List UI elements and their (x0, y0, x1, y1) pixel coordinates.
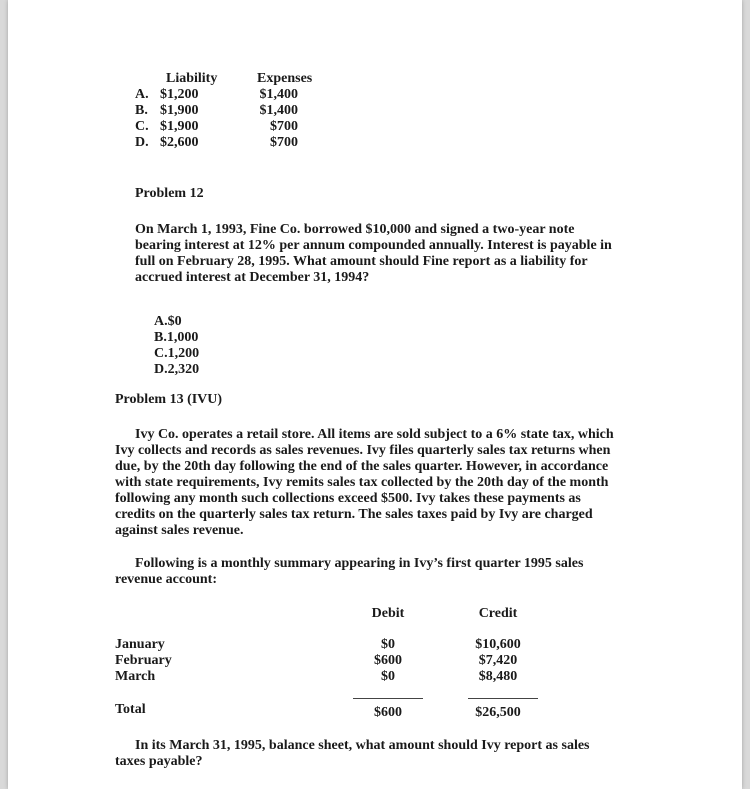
problem12-choice: D.2,320 (154, 362, 200, 377)
credit-value: $7,420 (478, 653, 518, 668)
problem12-title: Problem 12 (135, 186, 204, 201)
answer-letter: B. (135, 103, 148, 118)
problem12-choice: B.1,000 (154, 330, 199, 345)
header-liability: Liability (166, 71, 218, 86)
problem13-summary-line: revenue account: (115, 572, 217, 587)
document-page (8, 0, 742, 789)
debit-total-rule (353, 698, 423, 699)
answer-expenses: $700 (270, 135, 298, 150)
problem13-question-line: taxes payable? (115, 754, 203, 769)
answer-letter: D. (135, 135, 149, 150)
problem13-line: following any month such collections exceed $500. Ivy takes these payments as (115, 491, 581, 506)
debit-value: $0 (381, 669, 395, 684)
answer-liability: $1,200 (160, 87, 199, 102)
header-credit: Credit (478, 606, 518, 621)
credit-value: $8,480 (478, 669, 518, 684)
problem13-line: against sales revenue. (115, 523, 244, 538)
answer-expenses: $1,400 (259, 103, 298, 118)
answer-expenses: $700 (270, 119, 298, 134)
header-debit: Debit (371, 606, 405, 621)
answer-letter: C. (135, 119, 149, 134)
answer-expenses: $1,400 (259, 87, 298, 102)
problem12-choice: A.$0 (154, 314, 182, 329)
debit-value: $600 (374, 653, 402, 668)
month-label: January (115, 637, 165, 652)
problem12-line: accrued interest at December 31, 1994? (135, 270, 370, 285)
problem13-line: due, by the 20th day following the end of the sales quarter. However, in accordance (115, 459, 609, 474)
credit-total-rule (468, 698, 538, 699)
month-label: February (115, 653, 172, 668)
answer-liability: $1,900 (160, 119, 199, 134)
total-label: Total (115, 702, 146, 717)
problem13-line: Ivy collects and records as sales revenues. Ivy files quarterly sales tax returns when (115, 443, 611, 458)
problem12-line: bearing interest at 12% per annum compounded annually. Interest is payable in (135, 238, 612, 253)
problem13-title: Problem 13 (IVU) (115, 392, 223, 407)
answer-letter: A. (135, 87, 149, 102)
problem13-question-line: In its March 31, 1995, balance sheet, what amount should Ivy report as sales (135, 738, 590, 753)
problem13-line: credits on the quarterly sales tax return. The sales taxes paid by Ivy are charged (115, 507, 593, 522)
problem12-choice: C.1,200 (154, 346, 200, 361)
problem13-summary-line: Following is a monthly summary appearing in Ivy’s first quarter 1995 sales (135, 556, 584, 571)
total-debit: $600 (374, 705, 402, 720)
problem13-line: with state requirements, Ivy remits sales tax collected by the 20th day of the month (115, 475, 609, 490)
answer-liability: $1,900 (160, 103, 199, 118)
problem12-line: full on February 28, 1995. What amount should Fine report as a liability for (135, 254, 588, 269)
total-credit: $26,500 (475, 705, 521, 720)
problem12-line: On March 1, 1993, Fine Co. borrowed $10,000 and signed a two-year note (135, 222, 575, 237)
header-expenses: Expenses (257, 71, 313, 86)
credit-value: $10,600 (475, 637, 521, 652)
problem13-line: Ivy Co. operates a retail store. All items are sold subject to a 6% state tax, which (135, 427, 614, 442)
debit-value: $0 (381, 637, 395, 652)
answer-liability: $2,600 (160, 135, 199, 150)
month-label: March (115, 669, 156, 684)
